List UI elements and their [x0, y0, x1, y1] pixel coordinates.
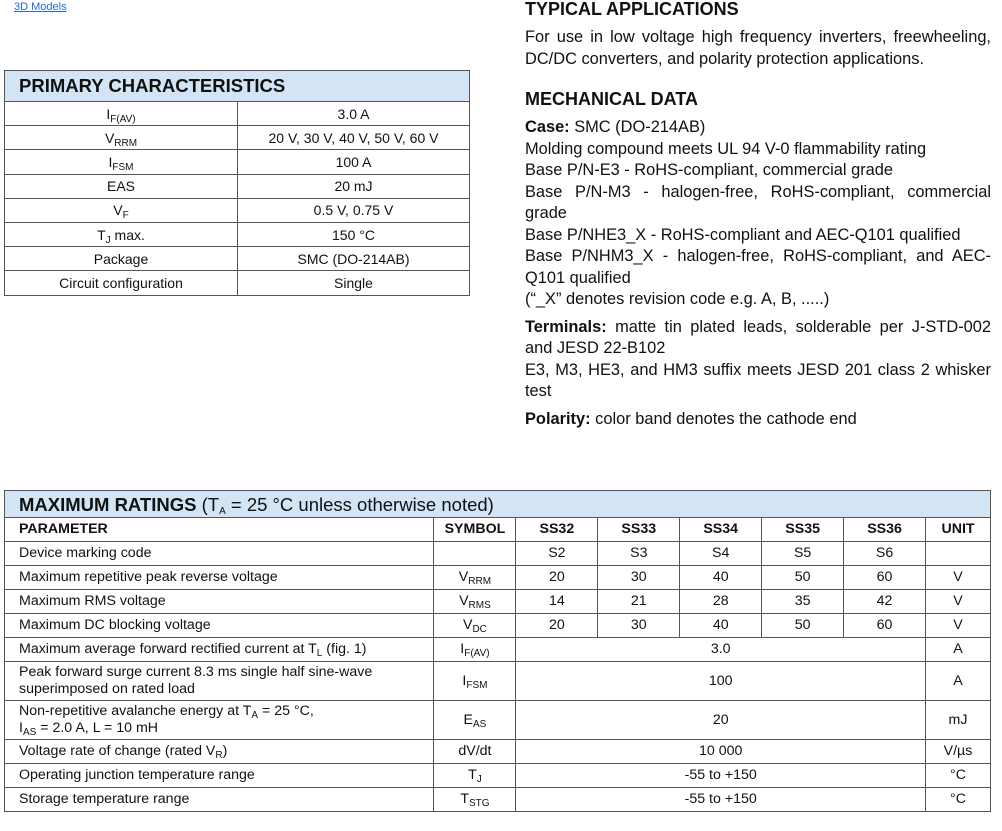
characteristic-cell: $V_F$ — [5, 198, 238, 222]
value-cell: 20 V, 30 V, 40 V, 50 V, 60 V — [238, 126, 470, 150]
value-cell: S2 — [516, 542, 598, 566]
primary-characteristics-title: PRIMARY CHARACTERISTICS — [5, 71, 470, 102]
unit-cell: °C — [926, 788, 991, 812]
table-row — [5, 198, 470, 222]
value-cell: Single — [238, 271, 470, 295]
table-row — [5, 102, 470, 126]
symbol-cell: $T_{STG}$ — [434, 788, 516, 812]
symbol-cell — [434, 542, 516, 566]
table-row — [5, 222, 470, 246]
parameter-cell: Maximum DC blocking voltage — [5, 614, 434, 638]
value-cell: 40 — [680, 614, 762, 638]
case-detail-line: Base P/N-M3 - halogen-free, RoHS-compliant, commercial grade — [525, 182, 991, 222]
value-cell: 50 — [762, 566, 844, 590]
primary-characteristics-table — [4, 70, 470, 296]
symbol-cell: $T_J$ — [434, 764, 516, 788]
symbol-cell: $I_{F(AV)}$ — [434, 638, 516, 662]
unit-cell: V — [926, 590, 991, 614]
unit-cell: A — [926, 638, 991, 662]
symbol-cell: dV/dt — [434, 740, 516, 764]
table-row — [5, 271, 470, 295]
table-row — [5, 126, 470, 150]
case-detail-line: Molding compound meets UL 94 V-0 flammability rating — [525, 139, 927, 158]
parameter-cell: Non-repetitive avalanche energy at $T_A = 25$ °C, $I_{AS} = 2.0$ A, L = 10 mH — [5, 701, 434, 740]
value-cell: 150 °C — [238, 222, 470, 246]
value-cell: -55 to +150 — [516, 764, 926, 788]
symbol-cell: $I_{FSM}$ — [434, 662, 516, 701]
characteristic-cell: Circuit configuration — [5, 271, 238, 295]
table-row — [5, 788, 991, 812]
value-cell: S3 — [598, 542, 680, 566]
characteristic-cell: EAS — [5, 174, 238, 198]
value-cell: 60 — [844, 614, 926, 638]
parameter-cell: Storage temperature range — [5, 788, 434, 812]
value-cell: 3.0 — [516, 638, 926, 662]
value-cell: 28 — [680, 590, 762, 614]
maximum-ratings-header-row — [5, 518, 991, 542]
value-cell: 50 — [762, 614, 844, 638]
table-row — [5, 662, 991, 701]
value-cell: 10 000 — [516, 740, 926, 764]
unit-cell: V — [926, 566, 991, 590]
maximum-ratings-title-cell — [5, 491, 991, 518]
value-cell: S6 — [844, 542, 926, 566]
table-row — [5, 566, 991, 590]
case-detail-line: Base P/N-E3 - RoHS-compliant, commercial grade — [525, 161, 894, 179]
mechanical-data-title: MECHANICAL DATA — [525, 89, 698, 109]
case-detail-line: Base P/NHE3_X - RoHS-compliant and AEC-Q101 qualified — [525, 225, 961, 244]
part-header: SS33 — [598, 518, 680, 542]
symbol-header: SYMBOL — [434, 518, 516, 542]
typical-applications-text: For use in low voltage high frequency inverters, freewheeling, DC/DC converters, and polarity protection applications. — [525, 28, 991, 68]
value-cell: 20 — [516, 566, 598, 590]
table-row — [5, 740, 991, 764]
polarity-text — [525, 409, 991, 431]
value-cell: SMC (DO-214AB) — [238, 247, 470, 271]
parameter-cell: Maximum repetitive peak reverse voltage — [5, 566, 434, 590]
symbol-cell: $V_{RRM}$ — [434, 566, 516, 590]
parameter-cell: Device marking code — [5, 542, 434, 566]
value-cell: 3.0 A — [238, 102, 470, 126]
unit-cell: A — [926, 662, 991, 701]
table-row — [5, 174, 470, 198]
maximum-ratings-condition: ($T_A = 25$ °C unless otherwise noted) — [196, 493, 494, 517]
table-row — [5, 638, 991, 662]
value-cell: 14 — [516, 590, 598, 614]
symbol-cell: $V_{DC}$ — [434, 614, 516, 638]
characteristic-cell: $T_J$ max. — [5, 222, 238, 246]
3d-models-link[interactable]: 3D Models — [14, 1, 67, 13]
value-cell: S5 — [762, 542, 844, 566]
value-cell: 30 — [598, 614, 680, 638]
unit-cell: mJ — [926, 701, 991, 740]
terminals-label: Terminals: — [525, 317, 607, 336]
case-detail-line: Base P/NHM3_X - halogen-free, RoHS-compliant, and AEC-Q101 qualified — [525, 247, 991, 287]
right-column — [525, 0, 991, 430]
terminals-value: matte tin plated leads, solderable per J-STD-002 and JESD 22-B102 — [525, 317, 991, 357]
case-details — [525, 139, 991, 311]
characteristic-cell: $I_{FSM}$ — [5, 150, 238, 174]
value-cell: 60 — [844, 566, 926, 590]
table-row — [5, 542, 991, 566]
value-cell: S4 — [680, 542, 762, 566]
characteristic-cell: $I_{F(AV)}$ — [5, 102, 238, 126]
table-row — [5, 247, 470, 271]
table-row — [5, 590, 991, 614]
table-row — [5, 614, 991, 638]
unit-cell: °C — [926, 764, 991, 788]
maximum-ratings-table — [4, 490, 991, 812]
parameter-cell: Operating junction temperature range — [5, 764, 434, 788]
value-cell: -55 to +150 — [516, 788, 926, 812]
unit-cell: V/µs — [926, 740, 991, 764]
value-cell: 0.5 V, 0.75 V — [238, 198, 470, 222]
value-cell: 42 — [844, 590, 926, 614]
parameter-cell: Maximum average forward rectified current at $T_L$ (fig. 1) — [5, 638, 434, 662]
unit-cell — [926, 542, 991, 566]
case-label: Case: — [525, 118, 570, 136]
terminals-whisker-text: E3, M3, HE3, and HM3 suffix meets JESD 201 class 2 whisker test — [525, 360, 991, 400]
characteristic-cell: Package — [5, 247, 238, 271]
value-cell: 21 — [598, 590, 680, 614]
value-cell: 100 — [516, 662, 926, 701]
polarity-value: color band denotes the cathode end — [590, 409, 857, 428]
terminals-text — [525, 317, 991, 360]
value-cell: 30 — [598, 566, 680, 590]
value-cell: 40 — [680, 566, 762, 590]
value-cell: 20 — [516, 614, 598, 638]
symbol-cell: $E_{AS}$ — [434, 701, 516, 740]
value-cell: 100 A — [238, 150, 470, 174]
table-row — [5, 764, 991, 788]
maximum-ratings-title: MAXIMUM RATINGS — [19, 493, 197, 515]
case-value: SMC (DO-214AB) — [569, 118, 706, 136]
value-cell: 20 — [516, 701, 926, 740]
table-row — [5, 701, 991, 740]
parameter-cell: Maximum RMS voltage — [5, 590, 434, 614]
parameter-header: PARAMETER — [5, 518, 434, 542]
value-cell: 35 — [762, 590, 844, 614]
case-text — [525, 117, 991, 139]
parameter-cell: Peak forward surge current 8.3 ms single half sine-wave superimposed on rated load — [5, 662, 434, 701]
characteristic-cell: $V_{RRM}$ — [5, 126, 238, 150]
polarity-label: Polarity: — [525, 409, 591, 428]
unit-cell: V — [926, 614, 991, 638]
case-detail-line: (“_X” denotes revision code e.g. A, B, .....) — [525, 290, 830, 308]
part-header: SS36 — [844, 518, 926, 542]
part-header: SS34 — [680, 518, 762, 542]
part-header: SS32 — [516, 518, 598, 542]
parameter-cell: Voltage rate of change (rated $V_R$) — [5, 740, 434, 764]
typical-applications-title: TYPICAL APPLICATIONS — [525, 0, 739, 19]
value-cell: 20 mJ — [238, 174, 470, 198]
unit-header: UNIT — [926, 518, 991, 542]
table-row — [5, 150, 470, 174]
part-header: SS35 — [762, 518, 844, 542]
symbol-cell: $V_{RMS}$ — [434, 590, 516, 614]
